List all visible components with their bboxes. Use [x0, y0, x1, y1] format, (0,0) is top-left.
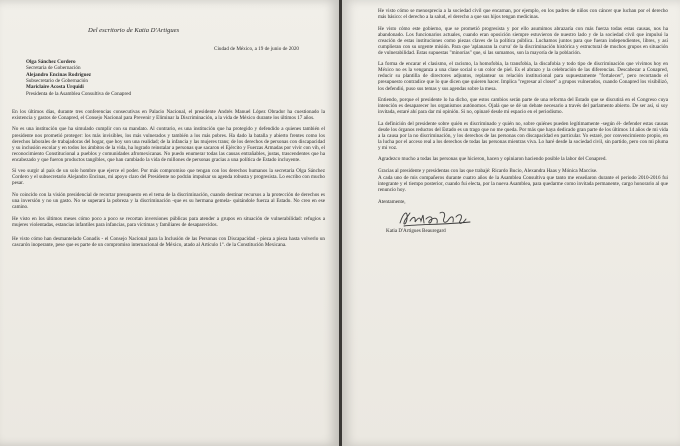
paragraph: Entiendo, porque el presidente lo ha dicho, que estos cambios serán parte de una reforma del Estado que se discutirá en el Congreso cuya intención es desaparecer los organismos autónomos. Ojalá que se dé un debate necesario a través del parlamento abierto. De ser así, si soy invitada, estaré ahí para dar mi opinión. Si no, opinaré desde mi espacio en el periodismo.	[378, 97, 668, 116]
letterhead: Del escritorio de Katia D'Artigues	[88, 27, 180, 34]
paragraph: He visto cómo este gobierno, que se prometió progresista y por ello asumimos abrazaría con más fuerza todas estas causas, nos ha abandonado. Los funcionarios actuales, cuando eran oposición siempre estuvieron de nuestro lado y de la sociedad civil que impulsó la creación de estas instituciones como piezas claves de la política pública. Luchamos juntos para que fueran independientes, libres, y así cumplieran con su urgente misión. Para que 'aplanaran la curva' de la discriminación histórica y estructural de muchos grupos en situación de vulnerabilidad. Estas supuestas "minorías" que, si las sumamos, son la mayoría de la población.	[378, 25, 668, 56]
addressee-block	[26, 59, 325, 97]
right-page	[342, 0, 680, 446]
addressee-role: Subsecretario de Gobernación	[26, 77, 88, 84]
closing-text: Atentamente,	[378, 199, 406, 206]
paragraph: He visto en los últimos meses cómo poco a poco se recortan inversiones públicas para atender a grupos en situación de vulnerabilidad: refugios a mujeres violentadas, estancias infantiles para infancias, para víctimas y familiares de desaparecidos.	[12, 215, 325, 228]
left-page-content	[12, 28, 325, 253]
left-page	[0, 0, 339, 446]
letter-date: Ciudad de México, a 19 de junio de 2020	[214, 46, 299, 53]
addressee-role: Secretaria de Gobernación	[26, 65, 81, 72]
paragraph: No coincido con la visión presidencial de recortar presupuesto en el tema de la discriminación, cuando destinar recursos a la protección de derechos es una inversión y no un gasto. No se superará la pobreza y la discriminación -que es su hermana gemela- quitándole fuerza al Estado. No creo en ese camino.	[12, 191, 325, 210]
right-page-content	[378, 8, 668, 234]
addressee-role: Presidenta de la Asamblea Consultiva de Conapred	[26, 90, 132, 97]
addressee-name: Mariclaire Acosta Urquidi	[26, 84, 84, 91]
paragraph: La forma de encarar el clasismo, el racismo, la homofobia, la transfobia, la discafobia y todo tipo de discriminación que vivimos hoy en México no es la venganza a una clase social o un color de piel. Es el abrazo y la celebración de las diferencias. Descabezar a Conapred, reducir su plantilla de directores adjuntos, replantear su relación institucional para supuestamente "fortalecer", pero recortando el presupuesto contradice que lo que dicen que quieren hacer. Implica "regresar al closet" a grupos vulnerados, cuando Conapred los visibilizó, los defendió, puso sus temas y sus agendas sobre la mesa.	[378, 61, 668, 92]
signer-name: Katia D'Artigues Beauregard	[386, 228, 446, 235]
paragraph: No es una institución que ha simulado cumplir con su mandato. Al contrario, es una institución que ha protegido y defendido a quienes también el presidente nos prometió proteger: los más invisibles, los más vulnerados y también a los más pobres. Ha dado la batalla y abierto frentes como los derechos laborales de trabajadoras del hogar, que hoy son una realidad; de la infancia y las mujeres trans; de los derechos de personas con discapacidad y su inclusión escolar y en todos los ámbitos de la vida, ha logrado reinstalar a personas que sacaron el Ejército y Fuerzas Armadas por vivir con vih, el reconocimiento Constitucional a pueblos y comunidades afromexicanas. No puedo enumerar todas las causas entrañables, justas, trascendentes que ha encabezado y que fueron productos tangibles, que han cambiado la vida de millones de personas gracias a una política de Estado incluyente.	[12, 126, 325, 163]
paragraph: En los últimos días, durante tres conferencias consecutivas en Palacio Nacional, el presidente Andrés Manuel López Obrador ha cuestionado la existencia y gastos de Conapred, el Consejo Nacional para Prevenir y Eliminar la Discriminación, a la vida de México durante los últimos 17 años.	[12, 108, 325, 121]
paragraph: Si veo surgir al país de un solo hombre que ejerce el poder. Por más compromiso que tengan con los derechos humanos la secretaria Olga Sánchez Cordero y el subsecretario Alejandro Encinas, mi apoyo claro del Presidente no podrán impulsar su agenda robusta y progresista. Lo escribo con mucho pesar.	[12, 168, 325, 187]
addressee-name: Alejandro Encinas Rodríguez	[26, 71, 92, 78]
paragraph: Gracias al presidente y presidentas con las que trabajé: Ricardo Bucio, Alexandra Haas y Mónica Maccise.	[378, 167, 598, 174]
paragraph: He visto cómo han desmantelado Conadis - el Consejo Nacional para la Inclusión de las Personas con Discapacidad - pieza a pieza hasta volverlo un cascarón inoperante, pese que es parte de un compromiso internacional de México, atado al Artículo 1º. de la Constitución Mexicana.	[12, 235, 325, 248]
paragraph: La definición del presidente sobre quién es discriminado y quién no, sobre quiénes pueden legítimamente -según él- defender estas causas desde los órganos reductos del Estado es un trago que no me queda. Por más que haya dedicado gran parte de los últimos 14 años de mi vida a la causa por la no discriminación, y los derechos de las personas con discapacidad en particular. Yo estaré, por convencimiento propio, en la lucha por el acceso real a los derechos de todas las personas mientras viva. Lo haré desde la sociedad civil, sin partido, pero con mi pluma y mi voz.	[378, 120, 668, 151]
addressee-name: Olga Sánchez Cordero	[26, 59, 76, 66]
handwritten-signature	[396, 207, 476, 229]
paragraph: A cada uno de mis compañeros durante cuatro años de la Asamblea Consultiva que tanto me enseñaron durante el periodo 2010-2016 fui integrante y el tiempo posterior, cuando fui electa, por la nueva Asamblea, para quedarme como invitada permanente, cargo honorario al que renuncio hoy.	[378, 175, 668, 194]
paragraph: Agradezco mucho a todas las personas que hicieron, hacen y opiniaron haciendo posible la labor del Conapred.	[378, 156, 607, 163]
signature-block	[378, 199, 668, 234]
paragraph: He visto cómo se menosprecia a la sociedad civil que encarnan, por ejemplo, en los padres de niños con cáncer que luchan por el derecho más básico: el derecho a la salud, el derecho a que sus hijos tengan medicinas.	[378, 8, 668, 21]
